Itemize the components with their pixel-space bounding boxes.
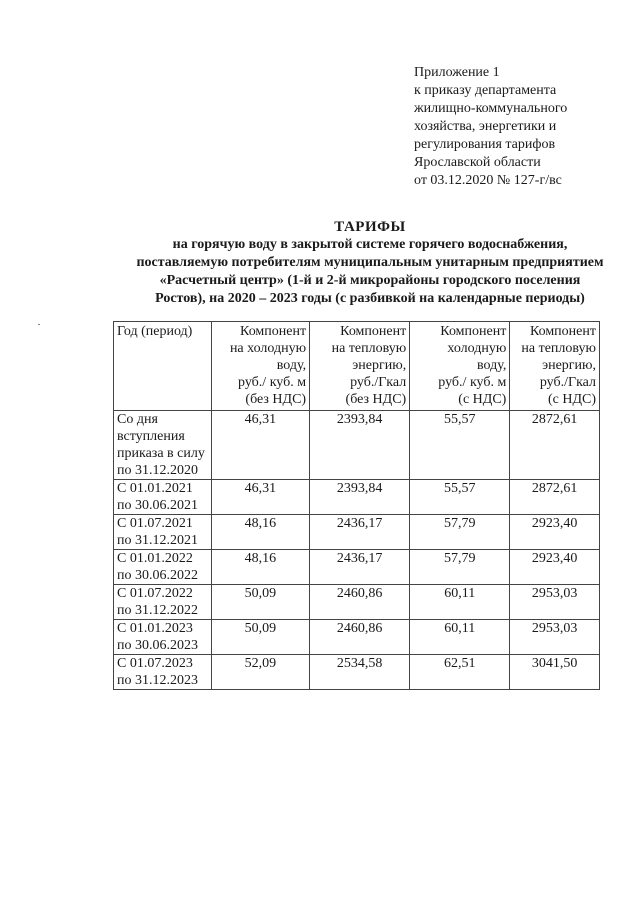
period-cell: С 01.07.2022 по 31.12.2022	[114, 585, 212, 620]
table-row	[114, 585, 600, 620]
title-line: «Расчетный центр» (1-й и 2-й микрорайоны городского поселения	[159, 273, 581, 288]
value-cell: 2872,61	[510, 411, 600, 480]
value-cell: 2436,17	[310, 515, 410, 550]
header-period: Год (период)	[114, 322, 212, 411]
value-cell: 50,09	[211, 585, 309, 620]
period-cell: Со дня вступления приказа в силу по 31.12.2020	[114, 411, 212, 480]
value-cell: 55,57	[410, 480, 510, 515]
table-row	[114, 620, 600, 655]
value-cell: 60,11	[410, 620, 510, 655]
value-cell: 2534,58	[310, 655, 410, 690]
title-line: Ростов), на 2020 – 2023 годы (с разбивкой на календарные периоды)	[155, 291, 585, 306]
appendix-line: от 03.12.2020 № 127-г/вс	[414, 173, 562, 188]
appendix-line: хозяйства, энергетики и	[414, 119, 557, 134]
period-cell: С 01.01.2023 по 30.06.2023	[114, 620, 212, 655]
table-row	[114, 411, 600, 480]
header-cold-water-no-vat: Компонент на холодную воду, руб./ куб. м (без НДС)	[211, 322, 309, 411]
period-cell: С 01.01.2022 по 30.06.2022	[114, 550, 212, 585]
value-cell: 48,16	[211, 550, 309, 585]
table-row	[114, 515, 600, 550]
appendix-line: Приложение 1	[414, 65, 500, 80]
header-cold-water-vat: Компонент холодную воду, руб./ куб. м (с НДС)	[410, 322, 510, 411]
appendix-line: жилищно-коммунального	[414, 101, 568, 116]
appendix-block	[414, 64, 624, 190]
title-line: на горячую воду в закрытой системе горячего водоснабжения,	[172, 237, 568, 252]
value-cell: 2872,61	[510, 480, 600, 515]
period-cell: С 01.07.2021 по 31.12.2021	[114, 515, 212, 550]
document-title: ТАРИФЫ	[334, 219, 406, 235]
value-cell: 2436,17	[310, 550, 410, 585]
table-header-row	[114, 322, 600, 411]
appendix-line: Ярославской области	[414, 155, 541, 170]
tariff-table	[113, 321, 600, 690]
value-cell: 57,79	[410, 515, 510, 550]
value-cell: 46,31	[211, 480, 309, 515]
value-cell: 57,79	[410, 550, 510, 585]
value-cell: 3041,50	[510, 655, 600, 690]
value-cell: 2393,84	[310, 411, 410, 480]
table-row	[114, 480, 600, 515]
header-heat-energy-vat: Компонент на тепловую энергию, руб./Гкал (с НДС)	[510, 322, 600, 411]
value-cell: 48,16	[211, 515, 309, 550]
value-cell: 2923,40	[510, 550, 600, 585]
value-cell: 2953,03	[510, 585, 600, 620]
scan-artifact	[38, 324, 40, 325]
value-cell: 62,51	[410, 655, 510, 690]
appendix-line: регулирования тарифов	[414, 137, 556, 152]
header-heat-energy-no-vat: Компонент на тепловую энергию, руб./Гкал (без НДС)	[310, 322, 410, 411]
document-title-block	[90, 218, 640, 308]
value-cell: 46,31	[211, 411, 309, 480]
appendix-line: к приказу департамента	[414, 83, 557, 98]
value-cell: 50,09	[211, 620, 309, 655]
table-row	[114, 550, 600, 585]
period-cell: С 01.01.2021 по 30.06.2021	[114, 480, 212, 515]
value-cell: 2460,86	[310, 585, 410, 620]
table-body	[114, 411, 600, 690]
value-cell: 2393,84	[310, 480, 410, 515]
value-cell: 2923,40	[510, 515, 600, 550]
title-line: поставляемую потребителям муниципальным унитарным предприятием	[136, 255, 604, 270]
value-cell: 60,11	[410, 585, 510, 620]
table-row	[114, 655, 600, 690]
period-cell: С 01.07.2023 по 31.12.2023	[114, 655, 212, 690]
value-cell: 55,57	[410, 411, 510, 480]
value-cell: 2953,03	[510, 620, 600, 655]
value-cell: 52,09	[211, 655, 309, 690]
value-cell: 2460,86	[310, 620, 410, 655]
